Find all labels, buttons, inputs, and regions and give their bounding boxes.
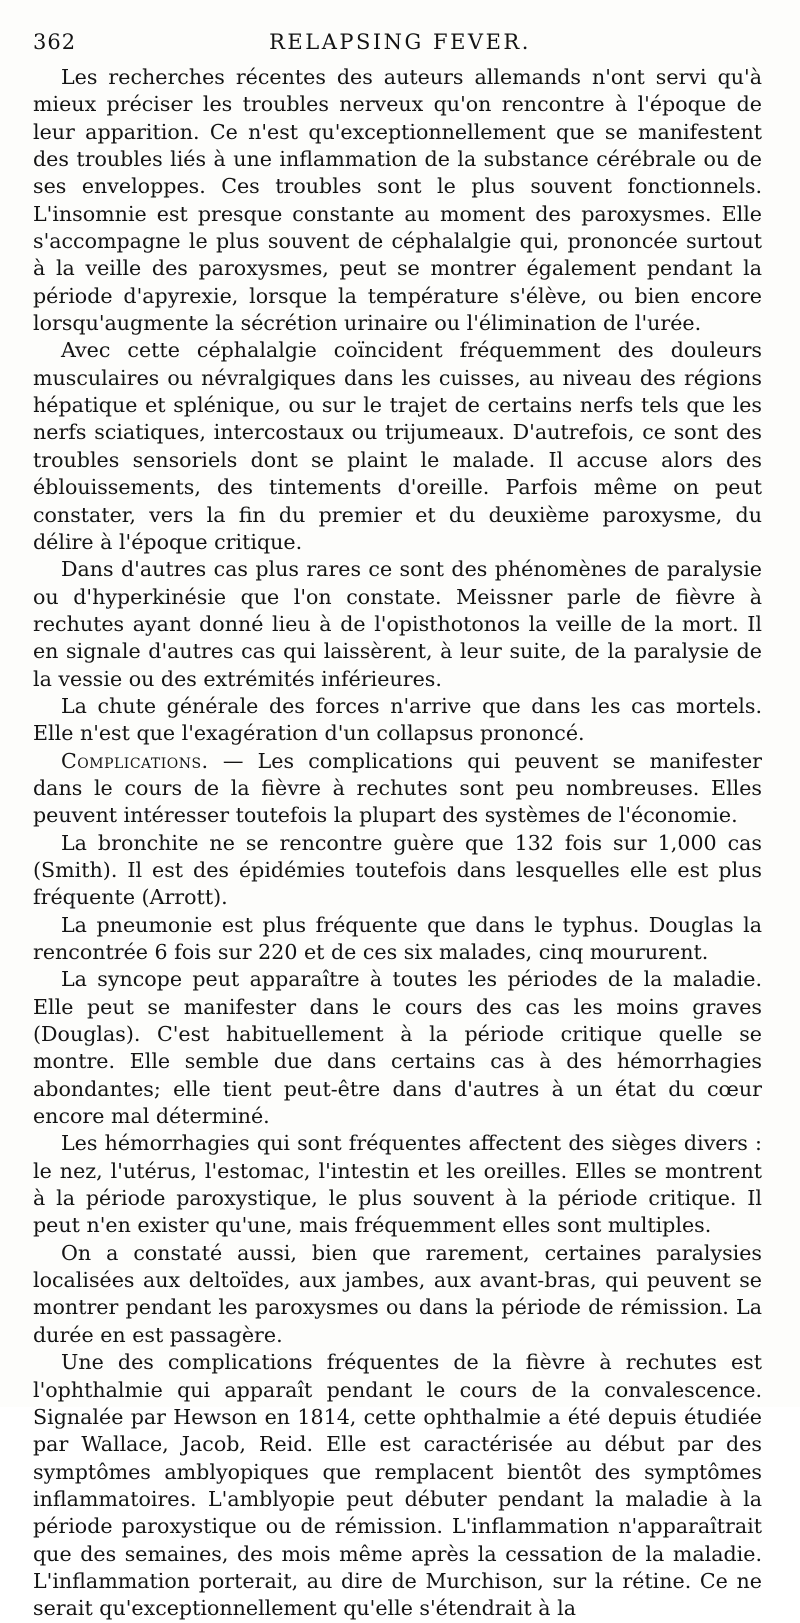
running-title: RELAPSING FEVER. [269, 30, 531, 54]
paragraph-pneumonia: La pneumonie est plus fréquente que dans le typhus. Douglas la rencontrée 6 fois sur 220 et de ces six malades, cinq moururent. [33, 912, 762, 964]
body-text [33, 64, 762, 1623]
paragraph-complications [33, 748, 762, 830]
paragraph-ophthalmia: Une des complications fréquentes de la fièvre à rechutes est l'ophthalmie qui apparaît pendant le cours de la convalescence. Signalée par Hewson en 1814, cette ophthalmie a été depuis étudiée par Wallace, Jacob, Reid. Elle est caractérisée au début par des symptômes amblyopiques que remplacent bientôt des symptômes inflammatoires. L'amblyopie peut débuter pendant la maladie à la période paroxystique ou de rémission. L'inflammation n'apparaîtrait que des semaines, des mois même après la cessation de la maladie. L'inflammation porterait, au dire de Murchison, sur la rétine. Ce ne serait qu'exceptionnellement qu'elle s'étendrait à la [33, 1350, 762, 1621]
paragraph-cephalalgia-pains: Avec cette céphalalgie coïncident fréquemment des douleurs musculaires ou névralgiques dans les cuisses, au niveau des régions hépatique et splénique, ou sur le trajet de certains nerfs tels que les nerfs sciatiques, intercostaux ou trijumeaux. D'autrefois, ce sont des troubles sensoriels dont se plaint le malade. Il accuse alors des éblouissements, des tintements d'oreille. Parfois même on peut constater, vers la fin du premier et du deuxième paroxysme, du délire à l'époque critique. [33, 338, 762, 554]
paragraph-hemorrhages: Les hémorrhagies qui sont fréquentes affectent des sièges divers : le nez, l'utérus, l'estomac, l'intestin et les oreilles. Elles se montrent à la période paroxystique, le plus souvent à la période critique. Il peut n'en exister qu'une, mais fréquemment elles sont multiples. [33, 1131, 762, 1238]
paragraph-localized-paralyses: On a constaté aussi, bien que rarement, certaines paralysies localisées aux deltoïdes, aux jambes, aux avant-bras, qui peuvent se montrer pendant les paroxysmes ou dans la période de rémission. La durée en est passagère. [33, 1240, 762, 1347]
section-heading-complications: Complications. [61, 748, 209, 773]
paragraph-syncope: La syncope peut apparaître à toutes les périodes de la maladie. Elle peut se manifester dans le cours des cas les moins graves (Douglas). C'est habituellement à la période critique quelle se montre. Elle semble due dans certains cas à des hémorrhagies abondantes; elle tient peut-être dans d'autres à un état du cœur encore mal déterminé. [33, 967, 762, 1129]
page-number: 362 [33, 30, 77, 54]
page-header [33, 26, 767, 56]
paragraph-collapse: La chute générale des forces n'arrive que dans les cas mortels. Elle n'est que l'exagération d'un collapsus prononcé. [33, 693, 762, 746]
complications-text: — Les complications qui peuvent se manifester dans le cours de la fièvre à rechutes sont peu nombreuses. Elles peuvent intéresser toutefois la plupart des systèmes de l'économie. [33, 748, 762, 828]
paragraph-nervous-troubles: Les recherches récentes des auteurs allemands n'ont servi qu'à mieux préciser les troubles nerveux qu'on rencontre à l'époque de leur apparition. Ce n'est qu'exceptionnellement que se manifestent des troubles liés à une inflammation de la substance cérébrale ou de ses enveloppes. Ces troubles sont le plus souvent fonctionnels. L'insomnie est presque constante au moment des paroxysmes. Elle s'accompagne le plus souvent de céphalalgie qui, prononcée surtout à la veille des paroxysmes, peut se montrer également pendant la période d'apyrexie, lorsque la température s'élève, ou bien encore lorsqu'augmente la sécrétion urinaire ou l'élimination de l'urée. [33, 65, 762, 336]
paragraph-paralysis: Dans d'autres cas plus rares ce sont des phénomènes de paralysie ou d'hyperkinésie que l'on constate. Meissner parle de fièvre à rechutes ayant donné lieu à de l'opisthotonos la veille de la mort. Il en signale d'autres cas qui laissèrent, à leur suite, de la paralysie de la vessie ou des extrémités inférieures. [33, 557, 762, 691]
paragraph-bronchitis: La bronchite ne se rencontre guère que 132 fois sur 1,000 cas (Smith). Il est des épidémies toutefois dans lesquelles elle est plus fréquente (Arrott). [33, 830, 762, 910]
